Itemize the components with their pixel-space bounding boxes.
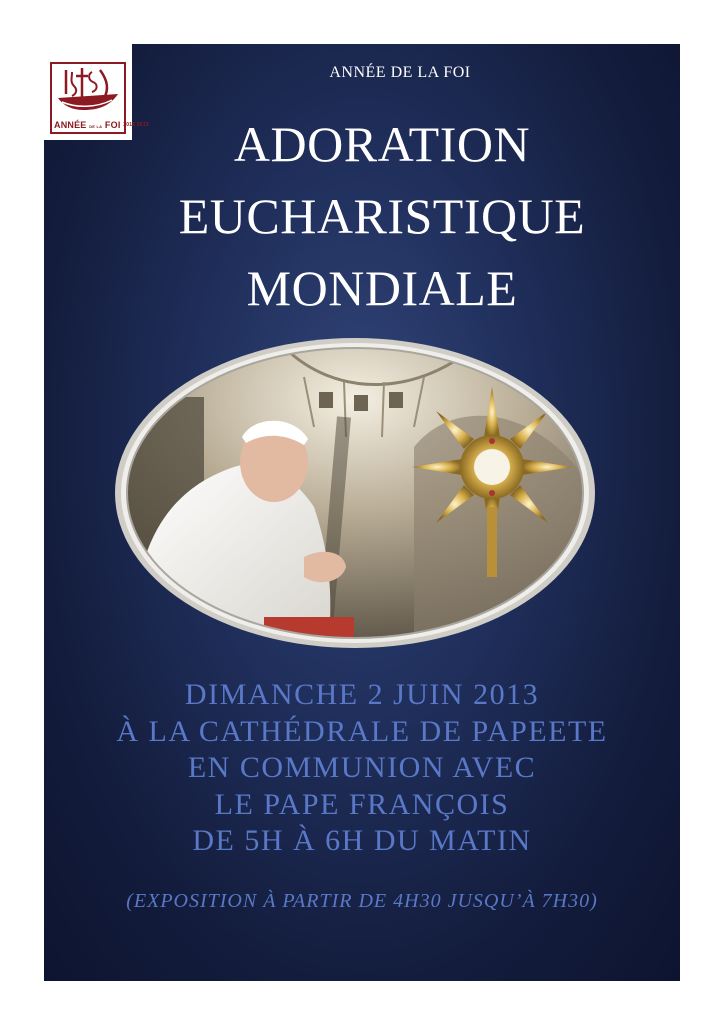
logo-de-la: DE LA <box>89 124 103 129</box>
logo-foi: FOI <box>104 120 121 130</box>
title-line-3: MONDIALE <box>246 260 518 316</box>
event-line-date: DIMANCHE 2 JUIN 2013 <box>184 678 540 711</box>
event-line-communion: EN COMMUNION AVEC <box>187 751 537 784</box>
exposition-note: (EXPOSITION À PARTIR DE 4H30 JUSQU’À 7H30) <box>126 890 598 912</box>
page-subtitle: ANNÉE DE LA FOI <box>329 64 471 81</box>
title-line-2: EUCHARISTIQUE <box>178 188 586 244</box>
logo-years: 2012 2013 <box>123 122 149 129</box>
event-line-place: À LA CATHÉDRALE DE PAPEETE <box>116 714 608 748</box>
photo-illustration <box>114 337 596 649</box>
title-line-1: ADORATION <box>233 116 531 172</box>
event-line-time: DE 5H À 6H DU MATIN <box>192 824 532 857</box>
pope-adoration-photo <box>114 337 596 649</box>
event-details <box>44 677 680 860</box>
poster <box>44 44 680 981</box>
page-title <box>104 108 660 324</box>
logo-annee: ANNÉE <box>54 120 87 130</box>
event-line-pope: LE PAPE FRANÇOIS <box>214 787 510 821</box>
